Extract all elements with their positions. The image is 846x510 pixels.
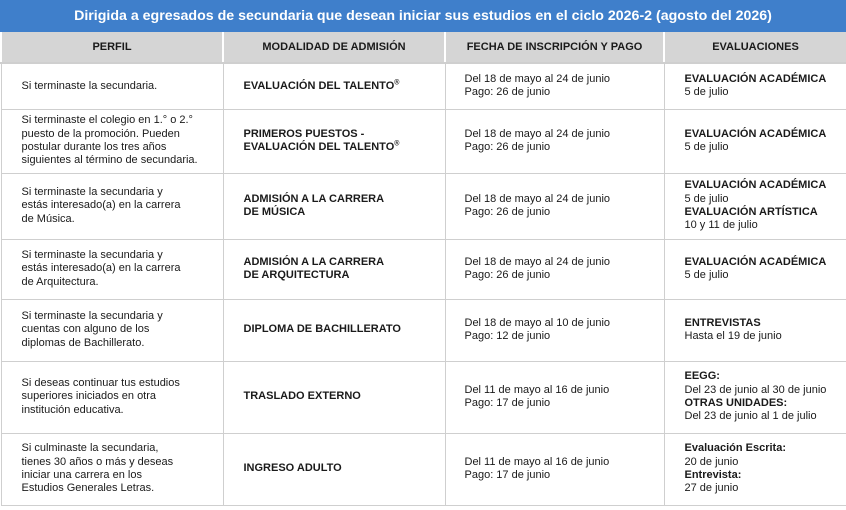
perfil-text: Si terminaste la secundaria y bbox=[21, 248, 163, 261]
evaluacion-label: EVALUACIÓN ACADÉMICA bbox=[684, 72, 827, 85]
evaluaciones-cell bbox=[664, 361, 846, 433]
perfil-text: Si terminaste la secundaria y bbox=[21, 185, 163, 198]
modalidad-text: ADMISIÓN A LA CARRERA bbox=[243, 192, 385, 205]
modalidad-cell bbox=[223, 173, 445, 239]
modalidad-cell bbox=[223, 361, 445, 433]
perfil-text: iniciar una carrera en los bbox=[21, 469, 142, 481]
table-row bbox=[1, 173, 846, 239]
modalidad-text: INGRESO ADULTO bbox=[243, 462, 342, 475]
evaluaciones-cell bbox=[664, 63, 846, 109]
evaluacion-label: Evaluación Escrita: bbox=[684, 442, 786, 455]
evaluaciones-cell bbox=[664, 173, 846, 239]
modalidad-text: EVALUACIÓN DEL TALENTO® bbox=[243, 140, 400, 153]
header-fecha: FECHA DE INSCRIPCIÓN Y PAGO bbox=[445, 32, 664, 63]
fecha-cell bbox=[445, 63, 664, 109]
fecha-text: Del 18 de mayo al 24 de junio bbox=[464, 72, 611, 85]
perfil-text: de Arquitectura. bbox=[21, 275, 99, 288]
header-perfil: PERFIL bbox=[1, 32, 223, 63]
evaluacion-date: Del 23 de junio al 1 de julio bbox=[684, 410, 817, 423]
perfil-text: superiores iniciados en otra bbox=[21, 390, 157, 403]
perfil-text: Si culminaste la secundaria, bbox=[21, 442, 159, 455]
perfil-cell bbox=[1, 239, 223, 299]
fecha-text: Pago: 26 de junio bbox=[464, 141, 551, 153]
perfil-text: tienes 30 años o más y deseas bbox=[21, 455, 174, 468]
perfil-text: diplomas de Bachillerato. bbox=[21, 336, 145, 349]
perfil-cell bbox=[1, 433, 223, 505]
modalidad-text: TRASLADO EXTERNO bbox=[243, 390, 361, 403]
admission-table bbox=[0, 32, 846, 506]
fecha-text: Pago: 12 de junio bbox=[464, 330, 551, 342]
fecha-text: Del 11 de mayo al 16 de junio bbox=[464, 455, 610, 468]
evaluacion-label: EVALUACIÓN ACADÉMICA bbox=[684, 255, 827, 268]
fecha-cell bbox=[445, 109, 664, 173]
fecha-text: Del 18 de mayo al 24 de junio bbox=[464, 127, 611, 140]
fecha-text: Pago: 17 de junio bbox=[464, 397, 551, 409]
perfil-text: cuentas con alguno de los bbox=[21, 323, 150, 336]
evaluaciones-cell bbox=[664, 433, 846, 505]
modalidad-text: EVALUACIÓN DEL TALENTO® bbox=[243, 78, 400, 92]
evaluacion-date: 20 de junio bbox=[684, 455, 739, 468]
perfil-text: Si deseas continuar tus estudios bbox=[21, 376, 180, 389]
evaluacion-label: EVALUACIÓN ACADÉMICA bbox=[684, 179, 827, 192]
evaluacion-label: EVALUACIÓN ARTÍSTICA bbox=[684, 206, 818, 218]
evaluacion-date: 5 de julio bbox=[684, 86, 729, 99]
perfil-text: Estudios Generales Letras. bbox=[21, 482, 155, 495]
fecha-cell bbox=[445, 173, 664, 239]
fecha-cell bbox=[445, 433, 664, 505]
modalidad-text: ADMISIÓN A LA CARRERA bbox=[243, 255, 385, 268]
fecha-text: Del 18 de mayo al 24 de junio bbox=[464, 255, 611, 268]
perfil-text: postular durante los tres años bbox=[21, 141, 167, 153]
fecha-cell bbox=[445, 239, 664, 299]
registered-mark: ® bbox=[394, 78, 400, 86]
perfil-text: Si terminaste la secundaria y bbox=[21, 309, 163, 322]
perfil-text: de Música. bbox=[21, 212, 75, 225]
modalidad-text: DE MÚSICA bbox=[243, 206, 306, 218]
banner-title: Dirigida a egresados de secundaria que desean iniciar sus estudios en el ciclo 2026-2 (agosto del 2026) bbox=[0, 0, 846, 32]
perfil-text: puesto de la promoción. Pueden bbox=[21, 127, 180, 140]
evaluacion-label: OTRAS UNIDADES: bbox=[684, 397, 788, 409]
evaluacion-label: EVALUACIÓN ACADÉMICA bbox=[684, 127, 827, 140]
perfil-cell bbox=[1, 299, 223, 361]
fecha-text: Pago: 17 de junio bbox=[464, 469, 551, 481]
evaluaciones-cell bbox=[664, 109, 846, 173]
evaluacion-date: 10 y 11 de julio bbox=[684, 219, 758, 232]
fecha-text: Del 11 de mayo al 16 de junio bbox=[464, 383, 610, 396]
modalidad-cell bbox=[223, 109, 445, 173]
evaluaciones-cell bbox=[664, 299, 846, 361]
table-row bbox=[1, 109, 846, 173]
modalidad-cell bbox=[223, 239, 445, 299]
header-row bbox=[1, 32, 846, 63]
fecha-cell bbox=[445, 299, 664, 361]
header-modalidad: MODALIDAD DE ADMISIÓN bbox=[223, 32, 445, 63]
evaluacion-label: Entrevista: bbox=[684, 469, 742, 481]
table-row bbox=[1, 299, 846, 361]
perfil-text: estás interesado(a) en la carrera bbox=[21, 199, 181, 212]
perfil-text: Si terminaste la secundaria. bbox=[21, 79, 158, 92]
modalidad-text: DIPLOMA DE BACHILLERATO bbox=[243, 323, 401, 336]
perfil-cell bbox=[1, 63, 223, 109]
evaluaciones-cell bbox=[664, 239, 846, 299]
table-row bbox=[1, 361, 846, 433]
modalidad-text: DE ARQUITECTURA bbox=[243, 269, 350, 281]
modalidad-cell bbox=[223, 299, 445, 361]
fecha-text: Del 18 de mayo al 10 de junio bbox=[464, 316, 611, 329]
registered-mark: ® bbox=[394, 140, 400, 148]
perfil-text: siguientes al término de secundaria. bbox=[21, 154, 198, 167]
fecha-text: Del 18 de mayo al 24 de junio bbox=[464, 192, 611, 205]
perfil-text: Si terminaste el colegio en 1.° o 2.° bbox=[21, 114, 193, 127]
modalidad-cell bbox=[223, 433, 445, 505]
perfil-cell bbox=[1, 361, 223, 433]
evaluacion-date: 5 de julio bbox=[684, 269, 729, 281]
perfil-cell bbox=[1, 109, 223, 173]
perfil-text: estás interesado(a) en la carrera bbox=[21, 262, 181, 275]
evaluacion-label: EEGG: bbox=[684, 370, 720, 383]
perfil-text: institución educativa. bbox=[21, 403, 124, 416]
table-row bbox=[1, 433, 846, 505]
evaluacion-date: Del 23 de junio al 30 de junio bbox=[684, 383, 827, 396]
modalidad-cell bbox=[223, 63, 445, 109]
evaluacion-date: Hasta el 19 de junio bbox=[684, 330, 782, 342]
evaluacion-label: ENTREVISTAS bbox=[684, 316, 761, 329]
evaluacion-date: 5 de julio bbox=[684, 141, 729, 153]
table-row bbox=[1, 63, 846, 109]
header-evaluaciones: EVALUACIONES bbox=[664, 32, 846, 63]
perfil-cell bbox=[1, 173, 223, 239]
fecha-text: Pago: 26 de junio bbox=[464, 269, 551, 281]
table-row bbox=[1, 239, 846, 299]
fecha-text: Pago: 26 de junio bbox=[464, 86, 551, 99]
evaluacion-date: 5 de julio bbox=[684, 192, 729, 205]
fecha-cell bbox=[445, 361, 664, 433]
modalidad-text: PRIMEROS PUESTOS - bbox=[243, 127, 365, 140]
fecha-text: Pago: 26 de junio bbox=[464, 206, 551, 218]
table-body bbox=[1, 63, 846, 505]
evaluacion-date: 27 de junio bbox=[684, 482, 739, 495]
